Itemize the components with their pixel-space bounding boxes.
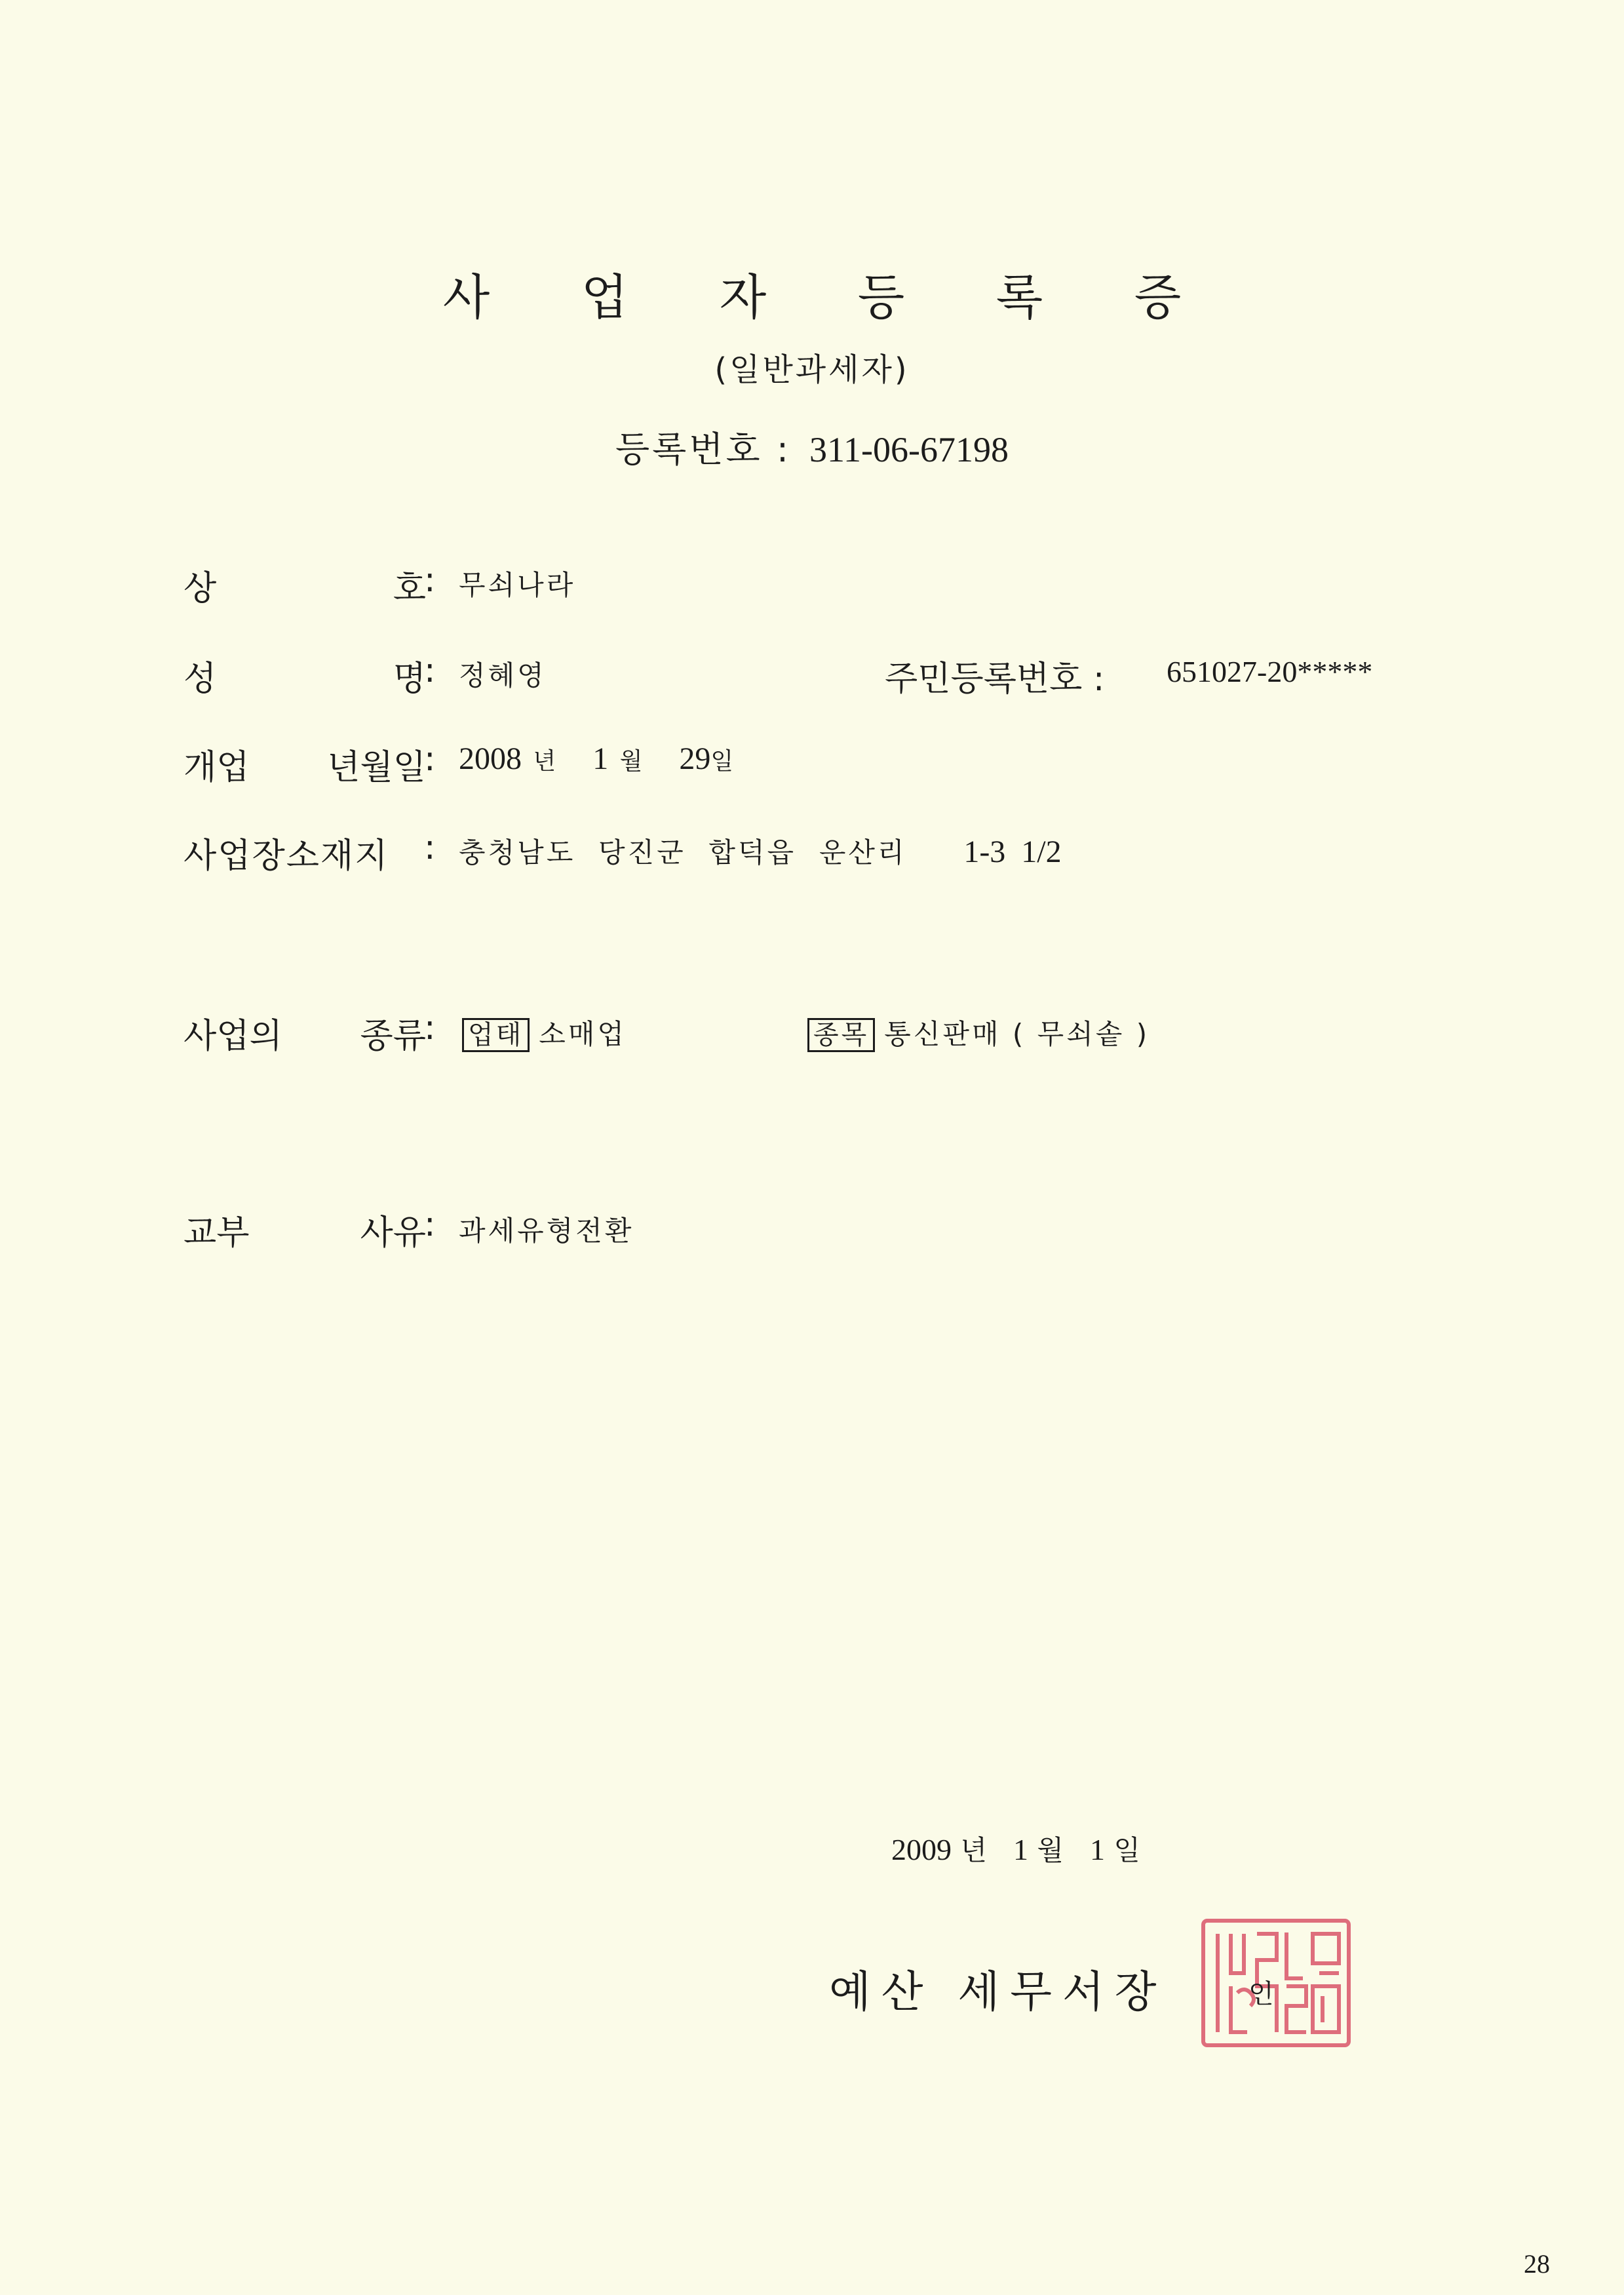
opening-year: 2008 bbox=[459, 741, 522, 776]
issue-day-unit: 일 bbox=[1113, 1834, 1140, 1866]
name-label bbox=[184, 651, 426, 700]
official-seal bbox=[1198, 1914, 1355, 2052]
business-type-label-part-b: 종류 bbox=[360, 1017, 426, 1056]
address-colon: : bbox=[424, 828, 436, 867]
name-value: 정혜영 bbox=[459, 659, 547, 692]
opening-year-unit: 년 bbox=[533, 748, 559, 775]
opening-date-colon: : bbox=[424, 739, 436, 779]
issue-day: 1 bbox=[1090, 1833, 1105, 1866]
address-value bbox=[459, 831, 1062, 871]
business-category-value: 소매업 bbox=[539, 1018, 627, 1050]
registration-number-line bbox=[0, 422, 1624, 472]
issue-year: 2009 bbox=[891, 1833, 952, 1866]
issue-reason-label-part-a: 교부 bbox=[184, 1213, 250, 1253]
opening-day-unit: 일 bbox=[710, 748, 737, 775]
issue-reason-label-part-b: 사유 bbox=[360, 1213, 426, 1253]
opening-day: 29 bbox=[679, 741, 711, 776]
issuer-name: 예산 세무서장 bbox=[829, 1967, 1167, 2017]
business-item-tag: 종목 bbox=[807, 1018, 875, 1052]
business-type-colon: : bbox=[424, 1008, 436, 1048]
issue-month: 1 bbox=[1013, 1833, 1028, 1866]
issue-reason-colon: : bbox=[424, 1205, 436, 1244]
issue-reason-value: 과세유형전환 bbox=[459, 1215, 634, 1247]
name-colon: : bbox=[424, 651, 436, 690]
opening-date-label bbox=[184, 739, 426, 789]
business-category-tag: 업태 bbox=[462, 1018, 530, 1052]
business-category bbox=[462, 1013, 627, 1052]
page-number: 28 bbox=[1524, 2249, 1550, 2279]
seal-mark: 인 bbox=[1248, 1979, 1274, 2009]
business-item-value: 통신판매 ( 무쇠솥 ) bbox=[884, 1018, 1150, 1050]
opening-date-label-part-a: 개업 bbox=[184, 748, 250, 787]
trade-name-label-part-b: 호 bbox=[393, 569, 426, 608]
opening-date-label-part-b: 년월일 bbox=[327, 748, 426, 787]
issue-month-unit: 월 bbox=[1037, 1834, 1064, 1866]
issue-reason-label bbox=[184, 1205, 426, 1254]
issue-year-unit: 년 bbox=[960, 1834, 987, 1866]
resident-number-value: 651027-20***** bbox=[1167, 655, 1373, 688]
name-label-part-a: 성 bbox=[184, 659, 217, 699]
address-value-text: 충청남도 당진군 합덕읍 운산리 bbox=[459, 836, 907, 869]
trade-name-colon: : bbox=[424, 560, 436, 600]
opening-month-unit: 월 bbox=[619, 748, 646, 775]
registration-number-label: 등록번호 : bbox=[615, 429, 792, 470]
trade-name-value: 무쇠나라 bbox=[459, 569, 576, 601]
name-label-part-b: 명 bbox=[393, 659, 426, 699]
trade-name-label bbox=[184, 560, 426, 610]
opening-date-value bbox=[459, 741, 736, 777]
document-subtitle: (일반과세자) bbox=[714, 351, 910, 388]
address-label: 사업장소재지 bbox=[184, 836, 389, 876]
business-type-label-part-a: 사업의 bbox=[184, 1017, 282, 1056]
resident-number-label: 주민등록번호 : bbox=[885, 659, 1105, 699]
business-type-label bbox=[184, 1008, 426, 1057]
official-seal-graphic bbox=[1198, 1914, 1355, 2052]
trade-name-label-part-a: 상 bbox=[184, 569, 217, 608]
issue-date bbox=[891, 1829, 1140, 1868]
business-item bbox=[807, 1013, 1150, 1052]
address-value-number: 1-3 1/2 bbox=[963, 834, 1062, 869]
document-title: 사 업 자 등 록 증 bbox=[442, 269, 1220, 326]
registration-number-value: 311-06-67198 bbox=[809, 430, 1009, 469]
opening-month: 1 bbox=[592, 741, 609, 776]
